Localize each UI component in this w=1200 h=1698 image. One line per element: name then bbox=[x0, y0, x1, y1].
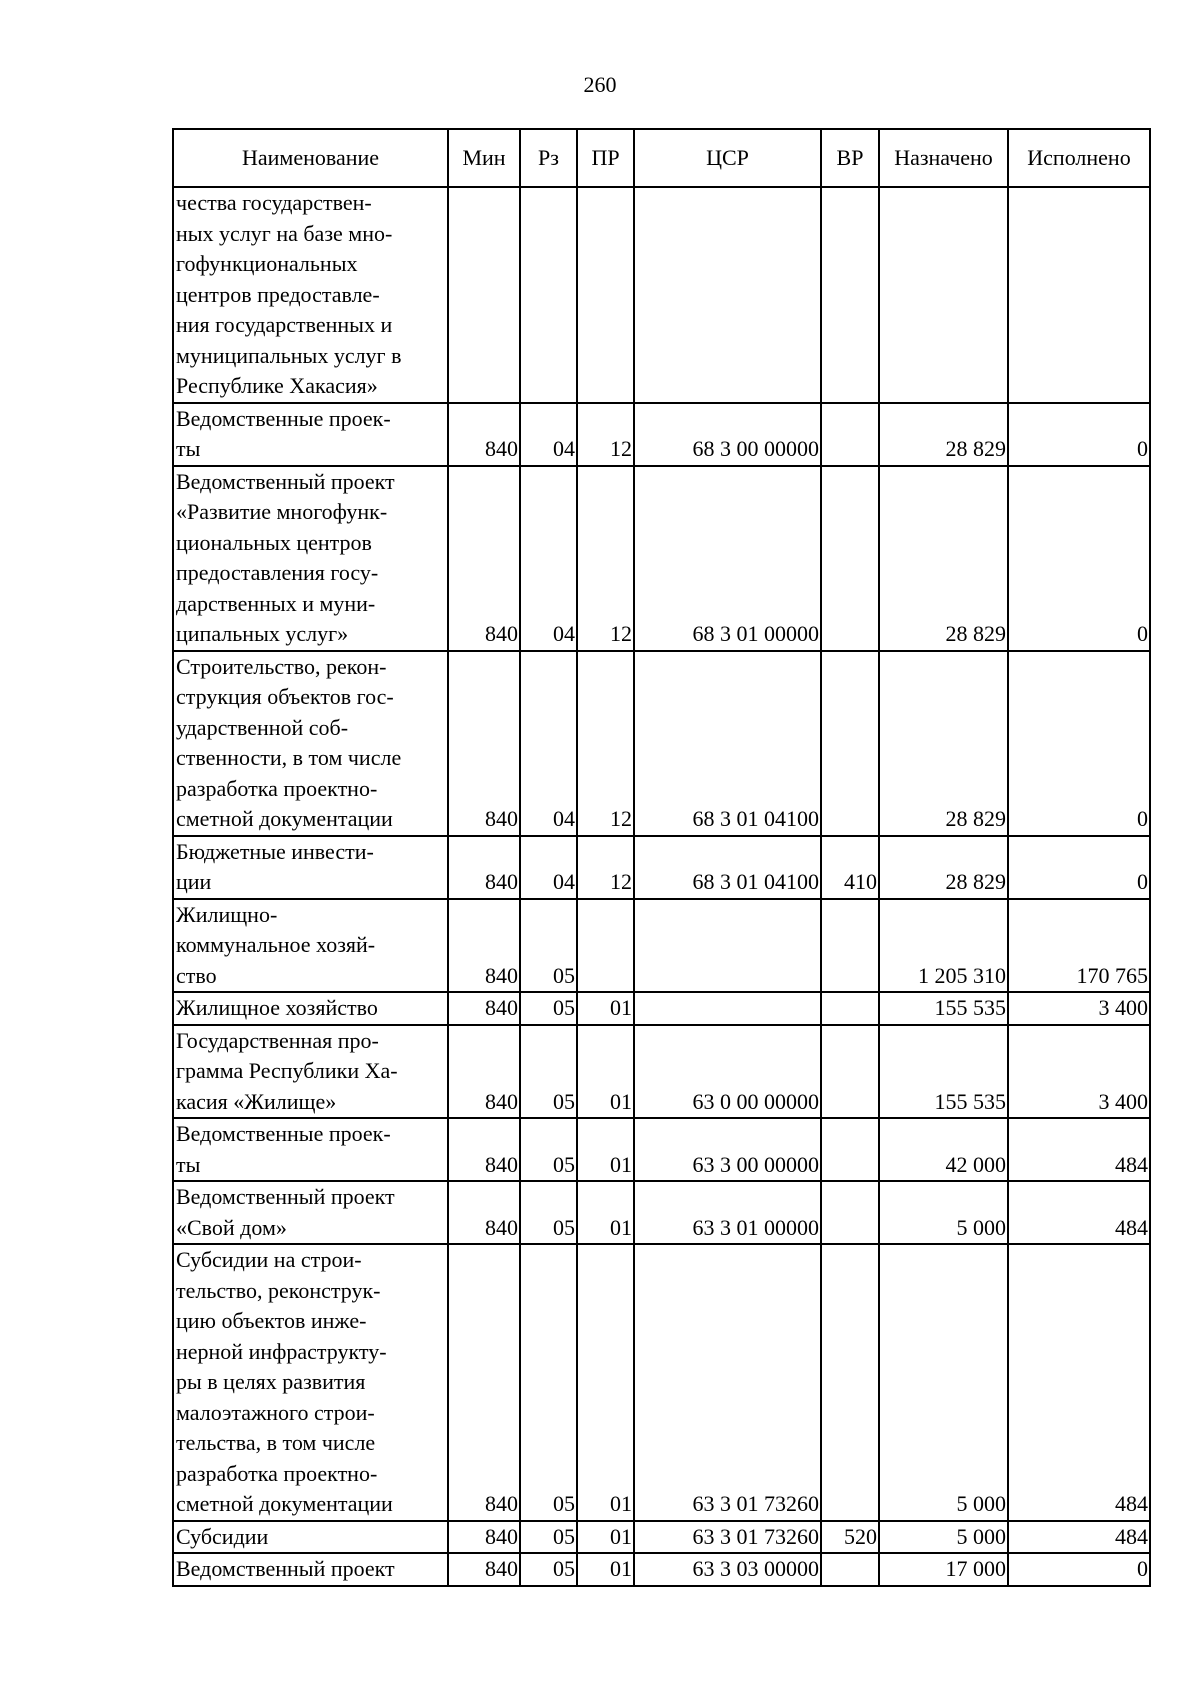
cell-assigned bbox=[879, 187, 1008, 403]
cell-pr: 01 bbox=[577, 1025, 634, 1119]
cell-name: Жилищно- коммунальное хозяй- ство bbox=[173, 899, 448, 993]
cell-rz: 04 bbox=[520, 403, 577, 466]
table-row bbox=[173, 403, 1150, 466]
cell-executed: 484 bbox=[1008, 1244, 1150, 1521]
cell-min: 840 bbox=[448, 1553, 520, 1586]
header-executed: Исполнено bbox=[1008, 129, 1150, 187]
cell-csr: 68 3 01 04100 bbox=[634, 836, 821, 899]
cell-min: 840 bbox=[448, 1025, 520, 1119]
cell-executed: 484 bbox=[1008, 1118, 1150, 1181]
cell-csr: 63 3 03 00000 bbox=[634, 1553, 821, 1586]
table-row bbox=[173, 1181, 1150, 1244]
cell-pr: 12 bbox=[577, 836, 634, 899]
cell-assigned: 5 000 bbox=[879, 1181, 1008, 1244]
cell-rz: 05 bbox=[520, 1118, 577, 1181]
cell-name: Ведомственный проект bbox=[173, 1553, 448, 1586]
cell-name: Ведомственные проек- ты bbox=[173, 403, 448, 466]
cell-vr bbox=[821, 1025, 879, 1119]
cell-min: 840 bbox=[448, 1244, 520, 1521]
cell-min: 840 bbox=[448, 1181, 520, 1244]
cell-csr: 63 0 00 00000 bbox=[634, 1025, 821, 1119]
table-row bbox=[173, 651, 1150, 836]
cell-name: Ведомственный проект «Развитие многофунк- циональных центров предоставления госу- дарственных и муни- ципальных услуг» bbox=[173, 466, 448, 651]
table-row bbox=[173, 1553, 1150, 1586]
cell-name: Ведомственные проек- ты bbox=[173, 1118, 448, 1181]
header-rz: Рз bbox=[520, 129, 577, 187]
header-assigned: Назначено bbox=[879, 129, 1008, 187]
cell-assigned: 17 000 bbox=[879, 1553, 1008, 1586]
cell-vr: 520 bbox=[821, 1521, 879, 1554]
cell-assigned: 28 829 bbox=[879, 651, 1008, 836]
cell-csr: 63 3 01 73260 bbox=[634, 1521, 821, 1554]
header-min: Мин bbox=[448, 129, 520, 187]
cell-csr: 63 3 01 73260 bbox=[634, 1244, 821, 1521]
cell-assigned: 28 829 bbox=[879, 403, 1008, 466]
cell-assigned: 155 535 bbox=[879, 992, 1008, 1025]
cell-name: Строительство, рекон- струкция объектов гос- ударственной соб- ственности, в том числе разработка проектно- сметной документации bbox=[173, 651, 448, 836]
cell-name: Субсидии на строи- тельство, реконструк- цию объектов инже- нерной инфраструкту- ры в целях развития малоэтажного строи- тельства, в том числе разработка проектно- сметной документации bbox=[173, 1244, 448, 1521]
budget-table bbox=[172, 128, 1151, 1587]
cell-rz bbox=[520, 187, 577, 403]
cell-pr: 01 bbox=[577, 1521, 634, 1554]
cell-pr: 01 bbox=[577, 1244, 634, 1521]
cell-min bbox=[448, 187, 520, 403]
cell-executed: 484 bbox=[1008, 1521, 1150, 1554]
cell-vr bbox=[821, 651, 879, 836]
cell-rz: 04 bbox=[520, 651, 577, 836]
table-row bbox=[173, 187, 1150, 403]
table-row bbox=[173, 1244, 1150, 1521]
cell-name: Субсидии bbox=[173, 1521, 448, 1554]
cell-assigned: 155 535 bbox=[879, 1025, 1008, 1119]
cell-rz: 05 bbox=[520, 1025, 577, 1119]
cell-name: Государственная про- грамма Республики Ха- касия «Жилище» bbox=[173, 1025, 448, 1119]
cell-min: 840 bbox=[448, 466, 520, 651]
cell-executed: 0 bbox=[1008, 466, 1150, 651]
cell-pr: 12 bbox=[577, 403, 634, 466]
cell-rz: 04 bbox=[520, 836, 577, 899]
cell-vr bbox=[821, 466, 879, 651]
cell-rz: 05 bbox=[520, 899, 577, 993]
cell-executed: 3 400 bbox=[1008, 992, 1150, 1025]
table-row bbox=[173, 466, 1150, 651]
cell-pr bbox=[577, 899, 634, 993]
cell-csr: 63 3 01 00000 bbox=[634, 1181, 821, 1244]
cell-pr: 01 bbox=[577, 1118, 634, 1181]
cell-csr: 68 3 01 04100 bbox=[634, 651, 821, 836]
header-name: Наименование bbox=[173, 129, 448, 187]
header-pr: ПР bbox=[577, 129, 634, 187]
cell-min: 840 bbox=[448, 403, 520, 466]
cell-executed: 0 bbox=[1008, 403, 1150, 466]
cell-name: Ведомственный проект «Свой дом» bbox=[173, 1181, 448, 1244]
cell-pr: 01 bbox=[577, 992, 634, 1025]
header-csr: ЦСР bbox=[634, 129, 821, 187]
cell-vr bbox=[821, 1244, 879, 1521]
header-vr: ВР bbox=[821, 129, 879, 187]
cell-executed: 0 bbox=[1008, 1553, 1150, 1586]
cell-csr: 68 3 01 00000 bbox=[634, 466, 821, 651]
cell-rz: 05 bbox=[520, 1244, 577, 1521]
table-row bbox=[173, 992, 1150, 1025]
cell-assigned: 28 829 bbox=[879, 466, 1008, 651]
cell-rz: 04 bbox=[520, 466, 577, 651]
cell-vr bbox=[821, 992, 879, 1025]
cell-assigned: 1 205 310 bbox=[879, 899, 1008, 993]
cell-vr bbox=[821, 1553, 879, 1586]
page-number: 260 bbox=[583, 72, 617, 97]
cell-rz: 05 bbox=[520, 1181, 577, 1244]
cell-csr: 63 3 00 00000 bbox=[634, 1118, 821, 1181]
cell-vr bbox=[821, 187, 879, 403]
cell-executed bbox=[1008, 187, 1150, 403]
cell-vr bbox=[821, 1118, 879, 1181]
cell-pr: 12 bbox=[577, 466, 634, 651]
cell-executed: 0 bbox=[1008, 836, 1150, 899]
cell-vr bbox=[821, 403, 879, 466]
cell-name: Бюджетные инвести- ции bbox=[173, 836, 448, 899]
cell-name: Жилищное хозяйство bbox=[173, 992, 448, 1025]
cell-rz: 05 bbox=[520, 1553, 577, 1586]
cell-rz: 05 bbox=[520, 992, 577, 1025]
header-row bbox=[173, 129, 1150, 187]
cell-min: 840 bbox=[448, 651, 520, 836]
cell-vr bbox=[821, 899, 879, 993]
cell-csr: 68 3 00 00000 bbox=[634, 403, 821, 466]
cell-name: чества государствен- ных услуг на базе мно- гофункциональных центров предоставле- ния государственных и муниципальных услуг в Республике Хакасия» bbox=[173, 187, 448, 403]
table-row bbox=[173, 1521, 1150, 1554]
cell-assigned: 5 000 bbox=[879, 1521, 1008, 1554]
cell-pr: 01 bbox=[577, 1181, 634, 1244]
cell-min: 840 bbox=[448, 1521, 520, 1554]
cell-rz: 05 bbox=[520, 1521, 577, 1554]
cell-vr bbox=[821, 1181, 879, 1244]
table-row bbox=[173, 899, 1150, 993]
cell-csr bbox=[634, 899, 821, 993]
cell-min: 840 bbox=[448, 836, 520, 899]
cell-pr bbox=[577, 187, 634, 403]
cell-vr: 410 bbox=[821, 836, 879, 899]
cell-executed: 3 400 bbox=[1008, 1025, 1150, 1119]
cell-assigned: 42 000 bbox=[879, 1118, 1008, 1181]
cell-executed: 170 765 bbox=[1008, 899, 1150, 993]
cell-assigned: 5 000 bbox=[879, 1244, 1008, 1521]
cell-executed: 0 bbox=[1008, 651, 1150, 836]
table-row bbox=[173, 1025, 1150, 1119]
cell-min: 840 bbox=[448, 992, 520, 1025]
cell-pr: 01 bbox=[577, 1553, 634, 1586]
cell-csr bbox=[634, 187, 821, 403]
cell-csr bbox=[634, 992, 821, 1025]
table-row bbox=[173, 836, 1150, 899]
cell-min: 840 bbox=[448, 899, 520, 993]
cell-executed: 484 bbox=[1008, 1181, 1150, 1244]
table-row bbox=[173, 1118, 1150, 1181]
cell-pr: 12 bbox=[577, 651, 634, 836]
cell-assigned: 28 829 bbox=[879, 836, 1008, 899]
cell-min: 840 bbox=[448, 1118, 520, 1181]
